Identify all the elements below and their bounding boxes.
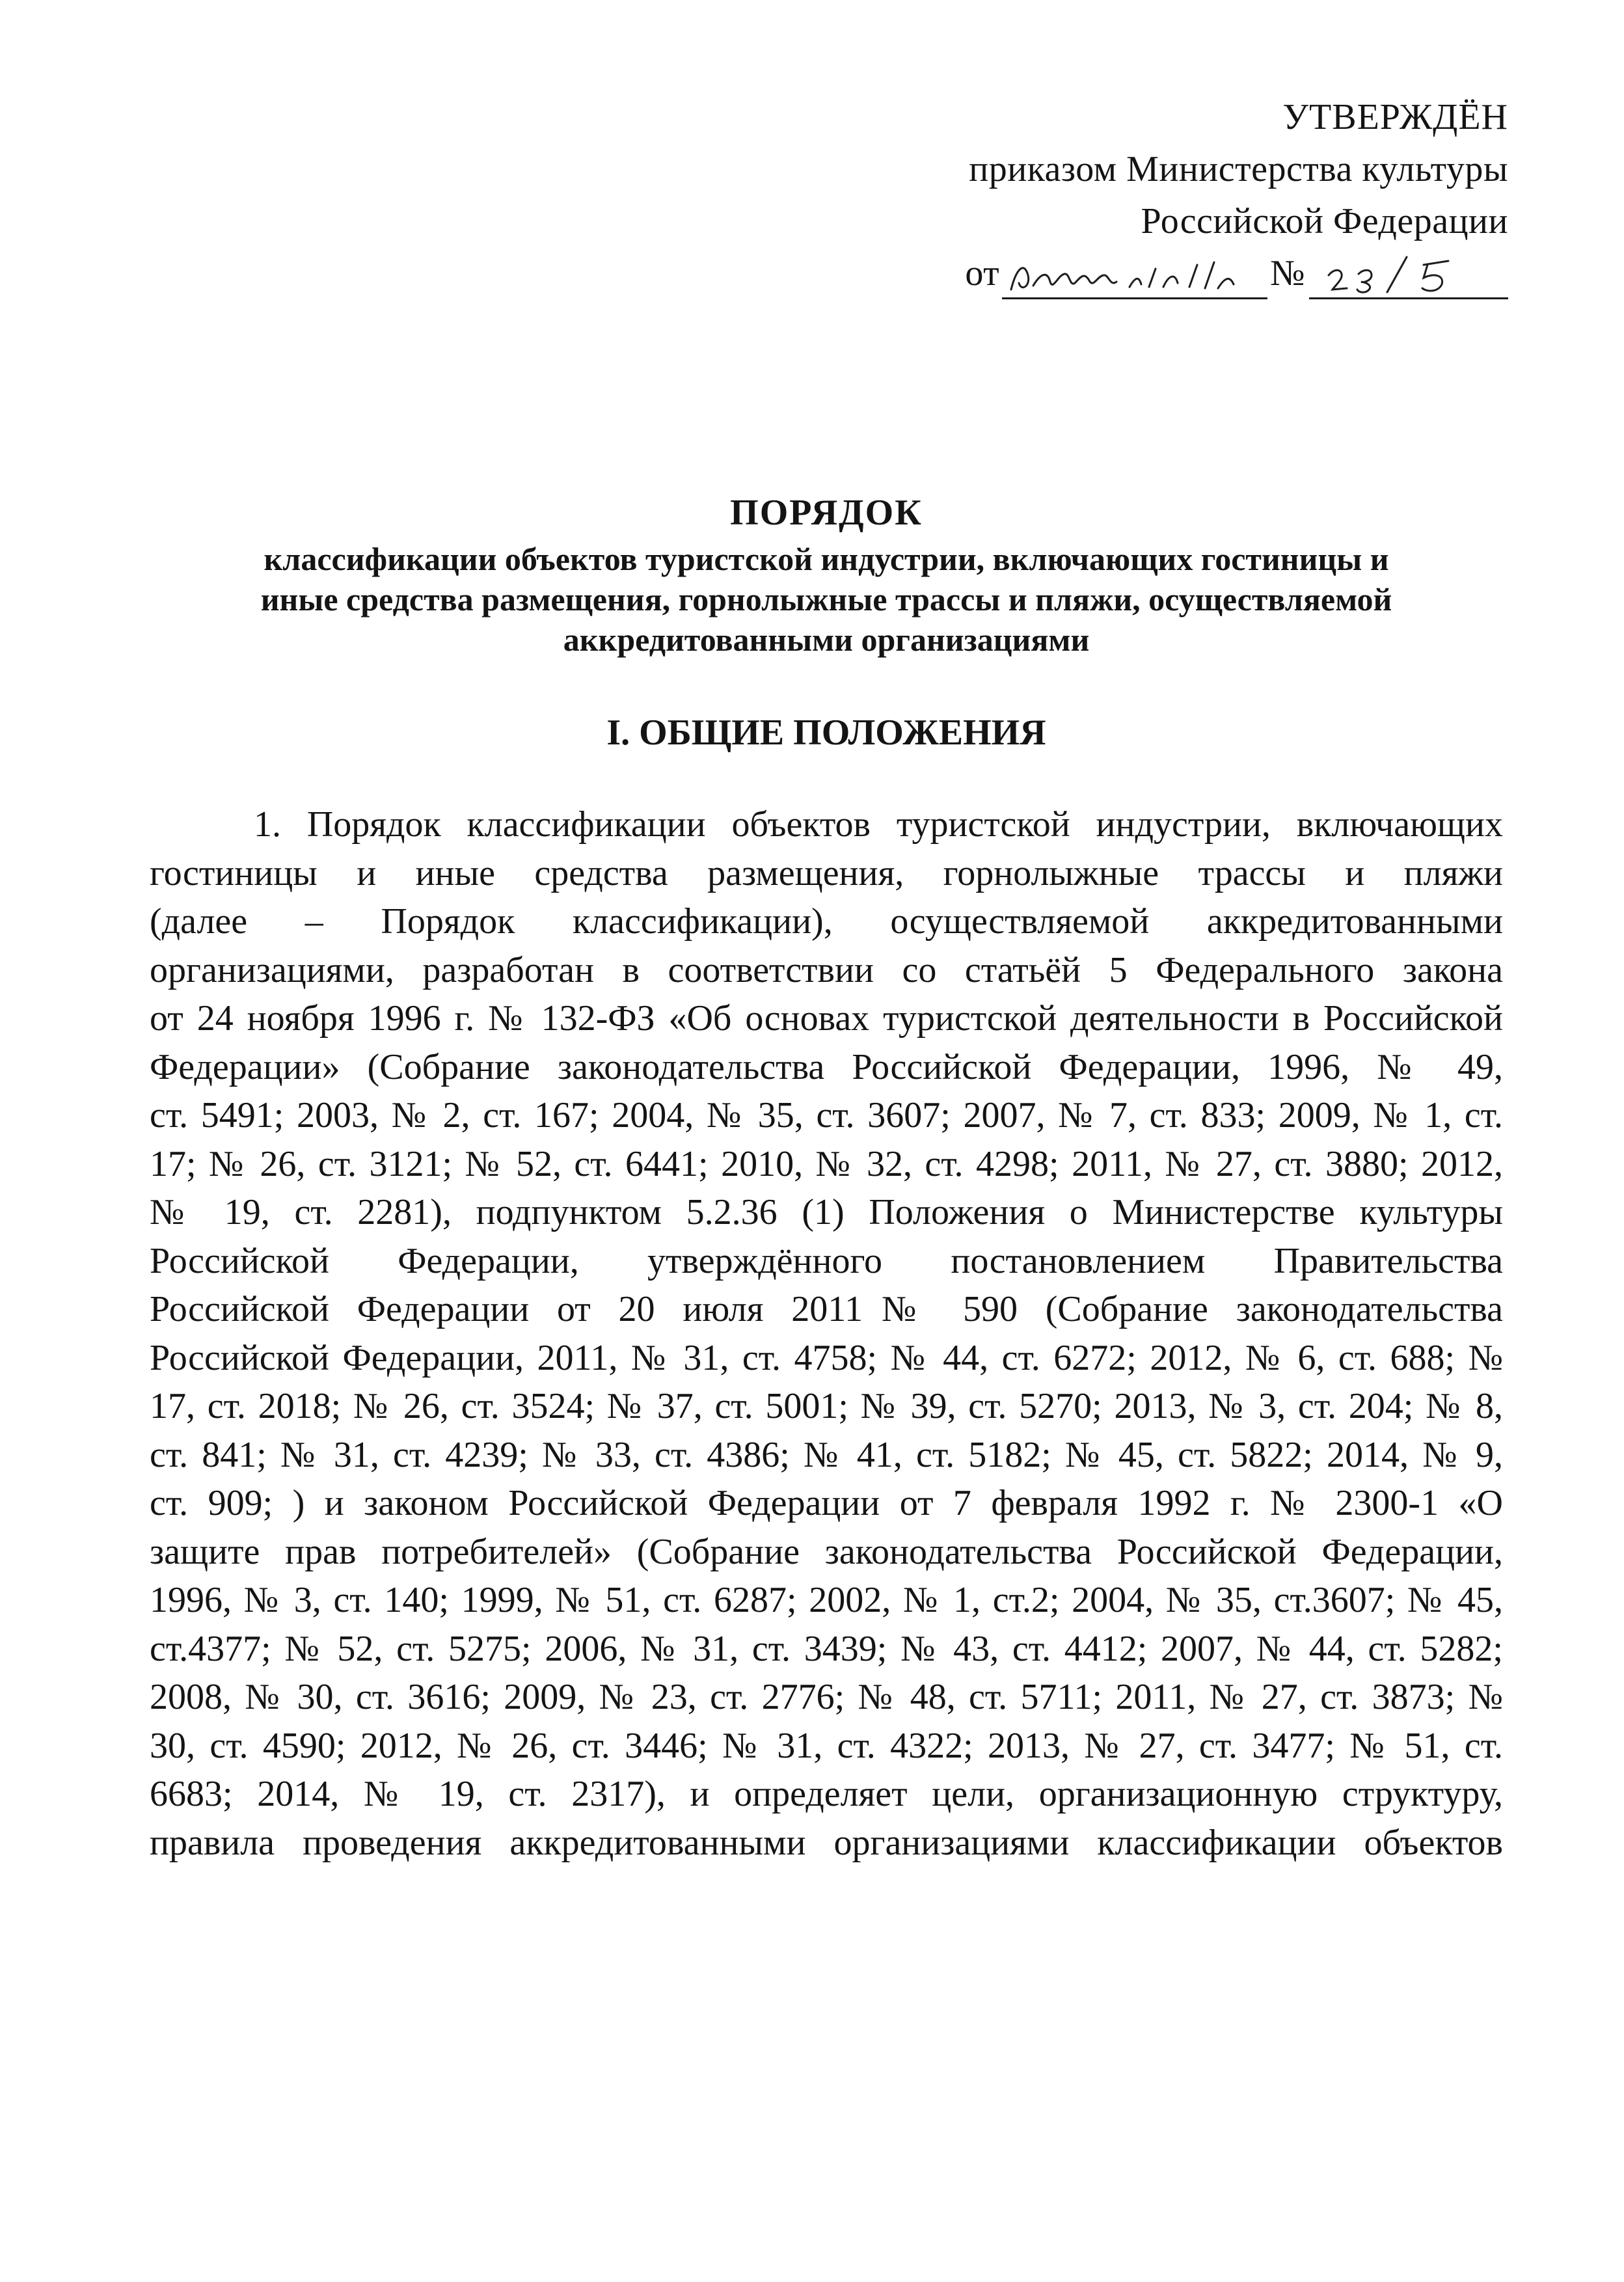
number-label: № [1270, 253, 1305, 293]
handwritten-date-scribble [1002, 249, 1267, 297]
section-heading: I. ОБЩИЕ ПОЛОЖЕНИЯ [606, 713, 1046, 753]
paragraph-1 [150, 800, 1503, 1867]
document-title: ПОРЯДОК [730, 493, 923, 533]
approval-order-line: приказом Министерства культуры [969, 149, 1508, 189]
approval-block [965, 91, 1508, 299]
handwritten-number-scribble [1309, 249, 1508, 297]
paragraph-line: № 19, ст. 2281), подпунктом 5.2.36 (1) Положения о Министерстве культуры [150, 1192, 1503, 1232]
paragraph-line: ст.4377; № 52, ст. 5275; 2006, № 31, ст. 3439; № 43, ст. 4412; 2007, № 44, ст. 5282; [150, 1628, 1503, 1669]
handwritten-number [1309, 249, 1508, 299]
paragraph-line: Российской Федерации, утверждённого постановлением Правительства [150, 1240, 1503, 1281]
paragraph-line: организациями, разработан в соответствии со статьёй 5 Федерального закона [150, 949, 1503, 990]
paragraph-line: 17, ст. 2018; № 26, ст. 3524; № 37, ст. 5001; № 39, ст. 5270; 2013, № 3, ст. 204; № 8, [150, 1386, 1503, 1426]
paragraph-line: ст. 841; № 31, ст. 4239; № 33, ст. 4386; № 41, ст. 5182; № 45, ст. 5822; 2014, № 9, [150, 1434, 1503, 1475]
handwritten-date [1002, 249, 1267, 299]
paragraph-line: защите прав потребителей» (Собрание законодательства Российской Федерации, [150, 1531, 1503, 1572]
paragraph-line: 1996, № 3, ст. 140; 1999, № 51, ст. 6287; 2002, № 1, ст.2; 2004, № 35, ст.3607; № 45, [150, 1580, 1503, 1620]
order-reference [965, 247, 1508, 299]
document-title-block [150, 487, 1503, 660]
paragraph-line: (далее – Порядок классификации), осуществляемой аккредитованными [150, 901, 1503, 942]
paragraph-line: Российской Федерации, 2011, № 31, ст. 4758; № 44, ст. 6272; 2012, № 6, ст. 688; № [150, 1337, 1503, 1378]
approval-title: УТВЕРЖДЁН [1282, 97, 1508, 137]
document-subtitle-line-2: иные средства размещения, горнолыжные трассы и пляжи, осуществляемой [260, 581, 1392, 618]
document-subtitle-line-1: классификации объектов туристской индустрии, включающих гостиницы и [264, 541, 1389, 577]
paragraph-line: Федерации» (Собрание законодательства Российской Федерации, 1996, № 49, [150, 1046, 1503, 1087]
from-label: от [965, 253, 1000, 293]
paragraph-line: ст. 5491; 2003, № 2, ст. 167; 2004, № 35, ст. 3607; 2007, № 7, ст. 833; 2009, № 1, ст. [150, 1095, 1503, 1135]
paragraph-line: от 24 ноября 1996 г. № 132-ФЗ «Об основах туристской деятельности в Российской [150, 998, 1503, 1039]
paragraph-line: 30, ст. 4590; 2012, № 26, ст. 3446; № 31, ст. 4322; 2013, № 27, ст. 3477; № 51, ст. [150, 1725, 1503, 1766]
document-subtitle-line-3: аккредитованными организациями [563, 621, 1090, 658]
paragraph-line: 2008, № 30, ст. 3616; 2009, № 23, ст. 2776; № 48, ст. 5711; 2011, № 27, ст. 3873; № [150, 1677, 1503, 1717]
paragraph-line: 6683; 2014, № 19, ст. 2317), и определяет цели, организационную структуру, [150, 1774, 1503, 1814]
paragraph-line: гостиницы и иные средства размещения, горнолыжные трассы и пляжи [150, 852, 1503, 893]
paragraph-line: 17; № 26, ст. 3121; № 52, ст. 6441; 2010, № 32, ст. 4298; 2011, № 27, ст. 3880; 2012, [150, 1143, 1503, 1184]
paragraph-line: ст. 909; ) и законом Российской Федерации от 7 февраля 1992 г. № 2300-1 «О [150, 1483, 1503, 1523]
paragraph-line: 1. Порядок классификации объектов туристской индустрии, включающих [254, 804, 1503, 845]
approval-government-line: Российской Федерации [1141, 201, 1508, 241]
paragraph-line: Российской Федерации от 20 июля 2011№ 590 (Собрание законодательства [150, 1289, 1503, 1329]
paragraph-line: правила проведения аккредитованными организациями классификации объектов [150, 1822, 1503, 1863]
